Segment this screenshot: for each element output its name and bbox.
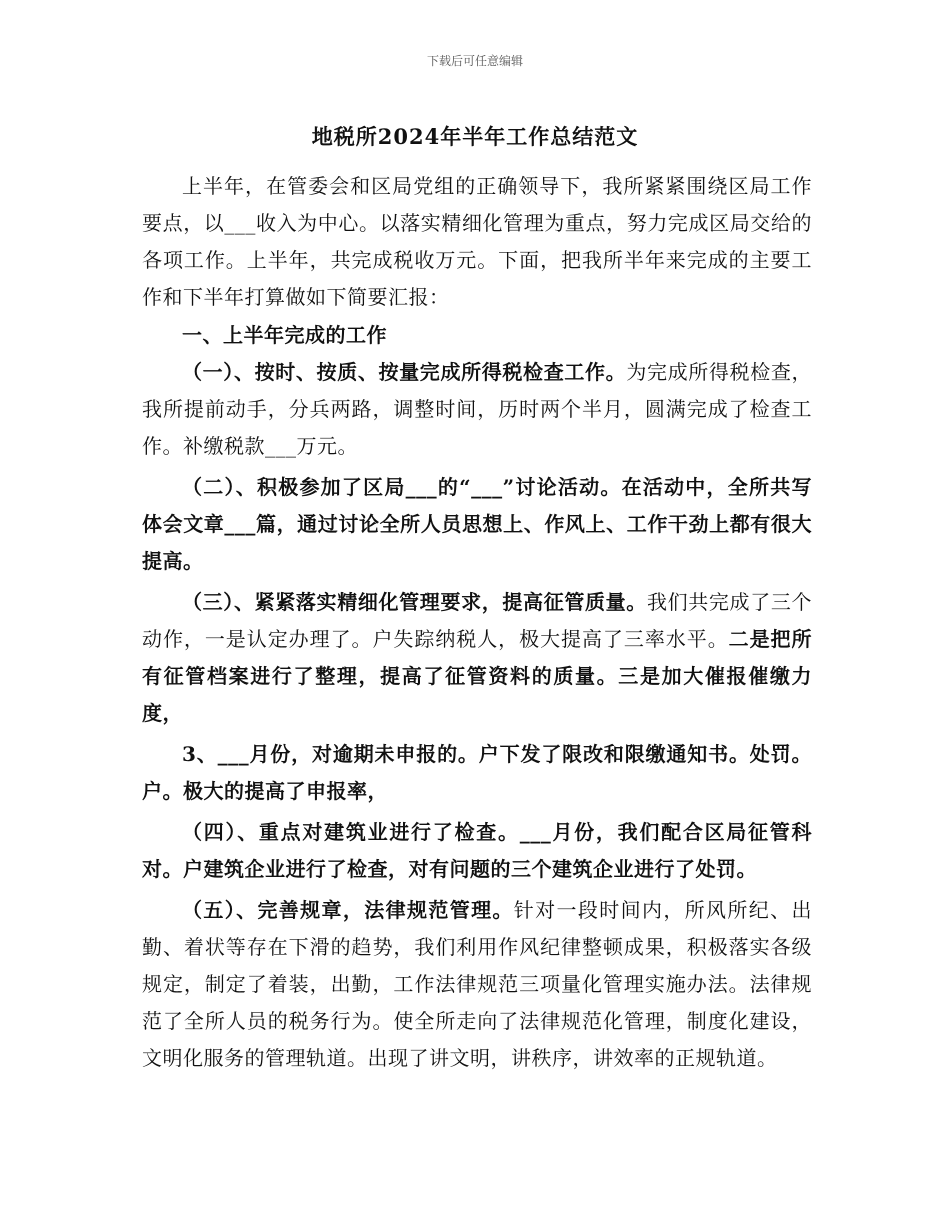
item-3-bold-body: 二是把所有征管档案进行了整理，提高了征管资料的质量。三是加大催报催缴力度， <box>142 627 813 725</box>
item-1-body: 为完成所得税检查，我所提前动手，分兵两路，调整时间，历时两个半月，圆满完成了检查工作。补缴税款___万元。 <box>142 360 813 458</box>
item-3-point-3: 3、___月份，对逾期未申报的。户下发了限改和限缴通知书。处罚。户。极大的提高了申报率， <box>142 742 812 803</box>
item-5-heading: （五）、完善规章，法律规范管理。 <box>182 898 514 922</box>
item-2-paragraph: （二）、积极参加了区局___的“___”讨论活动。在活动中，全所共写体会文章___篇，通过讨论全所人员思想上、作风上、工作干劲上都有很大提高。 <box>142 475 812 573</box>
document-body <box>142 168 812 1077</box>
intro-paragraph: 上半年，在管委会和区局党组的正确领导下，我所紧紧围绕区局工作要点，以___收入为中心。以落实精细化管理为重点，努力完成区局交给的各项工作。上半年，共完成税收万元。下面，把我所半年来完成的主要工作和下半年打算做如下简要汇报： <box>142 174 812 309</box>
document-title: 地税所2024年半年工作总结范文 <box>311 124 639 149</box>
header-note: 下载后可任意编辑 <box>426 54 523 68</box>
item-3-heading: （三）、紧紧落实精细化管理要求，提高征管质量。 <box>182 590 647 614</box>
item-5-paragraph <box>142 892 812 1077</box>
item-1-heading: （一）、按时、按质、按量完成所得税检查工作。 <box>182 360 627 384</box>
item-3-paragraph <box>142 584 812 732</box>
item-4-paragraph: （四）、重点对建筑业进行了检查。___月份，我们配合区局征管科对。户建筑企业进行了检查，对有问题的三个建筑企业进行了处罚。 <box>142 820 812 881</box>
item-1-paragraph <box>142 354 812 465</box>
section-heading-1: 一、上半年完成的工作 <box>182 323 387 347</box>
item-5-body: 针对一段时间内，所风所纪、出勤、着状等存在下滑的趋势，我们利用作风纪律整顿成果，积极落实各级规定，制定了着装，出勤，工作法律规范三项量化管理实施办法。法律规范了全所人员的税务行为。使全所走向了法律规范化管理，制度化建设，文明化服务的管理轨道。出现了讲文明，讲秩序，讲效率的正规轨道。 <box>142 898 813 1070</box>
item-3-body: 我们共完成了三个动作，一是认定办理了。户失踪纳税人，极大提高了三率水平。 <box>142 590 813 651</box>
